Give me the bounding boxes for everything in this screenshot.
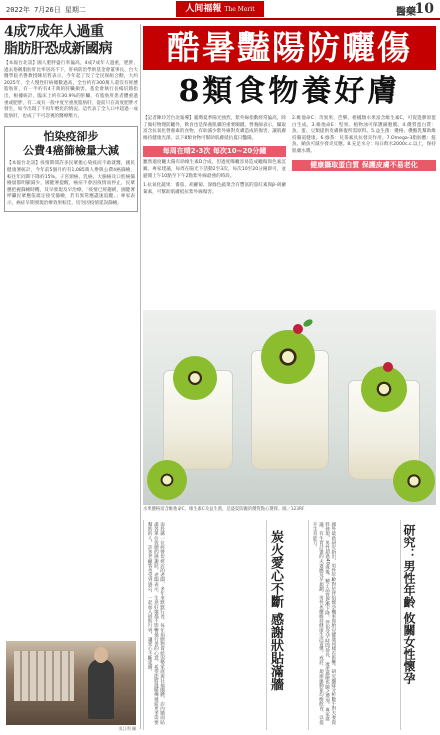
article-column-right bbox=[292, 116, 436, 171]
berry-right bbox=[383, 362, 393, 372]
mint-leaf-center bbox=[302, 318, 314, 328]
charity-headline bbox=[267, 520, 284, 728]
issue-date: 2022年 7月26日 星期二 bbox=[6, 6, 86, 14]
left-column bbox=[4, 24, 138, 729]
left-headline-line1: 4成7成年人過重 bbox=[4, 24, 104, 40]
charity-headline-line1: 炭火愛心不斷 bbox=[268, 530, 283, 608]
kiwi-slice-center bbox=[261, 330, 315, 384]
study-headline-line1: 研究：男性年齡 bbox=[402, 524, 416, 608]
kiwi-slice-right bbox=[361, 366, 407, 412]
article-paragraph-2: 雖然適度曬太陽有助維生素D合成，但過度曝曬容易造成曬傷與色素沉澱。專家建議，每周在陽光下活動2至3次，每次10至20分鐘即可，並避開上午10點至下午2點紫外線最強的時段。 bbox=[143, 160, 286, 179]
study-headline bbox=[401, 520, 417, 728]
charity-article-body-box bbox=[143, 520, 263, 730]
study-headline-box bbox=[400, 520, 436, 730]
charity-article-body: 南投縣一位經營炭烤店的老闆，多年來默默行善，每年捐贈物資給弱勢家庭與社福團體，店內牆面貼滿各單位致贈的感謝狀。老闆表示，生意好壞都不影響他行善的心意，希望能將溫暖傳遞給更多需要幫助的人。許多老顧客也受到感召，一起加入捐助行列，讓愛心不斷延續。 bbox=[147, 522, 165, 725]
article-paragraph-3: 1.抗氧化蔬果：番茄、胡蘿蔔、深綠色蔬菜含有豐富的茄紅素與β-胡蘿蔔素，可幫助肌膚抵抗紫外線傷害。 bbox=[143, 183, 286, 195]
section-name: 醫藥 bbox=[396, 7, 416, 18]
logo-subtitle: The Merit bbox=[224, 6, 255, 13]
left-headline-line2: 脂肪肝恐成新國病 bbox=[4, 41, 112, 57]
store-photo bbox=[6, 641, 136, 725]
shelf-graphic bbox=[14, 651, 74, 701]
kiwi-slice-bottom-left bbox=[147, 460, 187, 500]
berry-center bbox=[293, 324, 303, 334]
main-headline-line1: 酷暑豔陽防曬傷 bbox=[143, 26, 436, 70]
store-photo-caption: 吳江利 攝 bbox=[118, 726, 136, 731]
page-number: 10 bbox=[414, 1, 434, 17]
study-headline-line2: 攸關女性懷孕 bbox=[402, 612, 416, 685]
person-head bbox=[94, 647, 108, 663]
screening-article-box bbox=[4, 126, 138, 211]
person-figure bbox=[88, 659, 114, 719]
kiwi-slice-bottom-right bbox=[393, 460, 435, 502]
screening-headline-line1: 怕染疫卻步 bbox=[43, 130, 99, 144]
left-article-body: 【本報台北訊】國人肥胖盛行率偏高，4成7成年人過重，肥胖、過去俗稱脂肪肝比率居高不下，肝病防治學術基金會董事長、台大醫學院名譽教授陳培哲表示，今年起了沒了全民保組合勸，大約2025年，全人慢性肝病總數過高，全台約有300萬人還沒有經歷脂肪肝，有一半約有4千萬的肝臟損害。基金會執行長楊培銘指出，根據統計，臨床上約有30.9%的肝臟，有脂肪肝患者體重過重或肥胖，有二成有一般中度至重度脂肪肝，從前只在高度肥胖才發生，如今出現了不再年輕化的情況。這代表了全人口中超過一成脂肪肝，也成了不可忽視的醫療壓力。 bbox=[4, 61, 138, 119]
screening-headline-line2: 公費4癌篩檢量大減 bbox=[23, 144, 119, 158]
article-subheading-2: 健康攝取蛋白質 保護皮膚不易老化 bbox=[292, 160, 436, 171]
yogurt-kiwi-photo bbox=[143, 310, 436, 505]
study-article-body: 國外最新研究指出，男性年齡對於伴侶懷孕機率與胎兒健康同樣有影響。研究團隊分析數千對夫妻資料發現，男性超過40歲後，精子品質逐漸下降，伴侶受孕時間延長，流產風險也隨之增加。專家建議，有生育計畫的夫妻應及早規劃，男性也應維持健康生活習慣，戒菸、規律運動並均衡飲食，以提升生育能力。 bbox=[312, 522, 336, 725]
page-header bbox=[0, 0, 440, 20]
logo-text: 人间福報 bbox=[185, 4, 222, 14]
main-headline-line2: 8類食物養好膚 bbox=[178, 74, 401, 109]
newspaper-logo bbox=[176, 1, 264, 17]
study-article-body-box bbox=[308, 520, 398, 730]
food-photo-caption: 水果優格富含維他命C、維生素C及益生菌，是盛夏防曬的優質點心選擇。圖／123RF bbox=[143, 507, 305, 512]
charity-headline-box bbox=[266, 520, 304, 730]
article-subheading-1: 每周在晴2-3次 每次10~20分鐘 bbox=[143, 146, 286, 157]
kiwi-slice-left bbox=[173, 356, 217, 400]
article-intro: 【記者陳玲芳台北報導】臺灣夏季陽光強烈，紫外線指數經常偏高，除了做好物理防曬外，飲食也是保養肌膚的重要關鍵。營養師表示，攝取富含抗氧化營養素的食物，有助減少紫外線對皮膚造成的傷害，讓肌膚維持健康光澤。以下8類食物可幫助肌膚抵抗夏日豔陽。 bbox=[143, 116, 286, 141]
article-column-left bbox=[143, 116, 286, 196]
article-paragraph-4a: 2.維他命C：奇異果、芭樂、柑橘類水果富含維生素C，可促進膠原蛋白生成。3.維他命E：堅果、植物油可保護細胞膜。4.優質蛋白質：魚、蛋、豆類提供皮膚修復所需原料。5.益生菌：優格、優酪乳幫助維持腸道健康。6.綠茶：兒茶素具抗發炎作用。7.Omega-3脂肪酸：鮭魚、鯖魚可減少發炎反應。8.充足水分：每日飲水2000c.c.以上，保持肌膚水潤。 bbox=[292, 116, 436, 154]
charity-headline-line2: 感謝狀貼滿牆 bbox=[268, 612, 283, 691]
main-headline bbox=[143, 24, 436, 112]
column-divider bbox=[140, 24, 141, 729]
screening-article-body: 【本報台北訊】疫情期間許多民眾擔心染疫而不敢就醫，國民健康署統計，今年前5個月約有1,085萬人參與公費4癌篩檢，較往年同期下降約15%。子宮頸癌、乳癌、大腸癌及口腔癌篩檢量都明顯減少，國健署提醒，癌症不會因疫情而停止，民眾應把握篩檢時機，及早發現及早治療。「疫情已經趨緩，國健署呼籲民眾應依規定接受篩檢，若有異常應盡速追蹤。」專家表示，癌症早期發現治療效果較佳，切勿因疫情延誤篩檢。 bbox=[7, 161, 135, 206]
